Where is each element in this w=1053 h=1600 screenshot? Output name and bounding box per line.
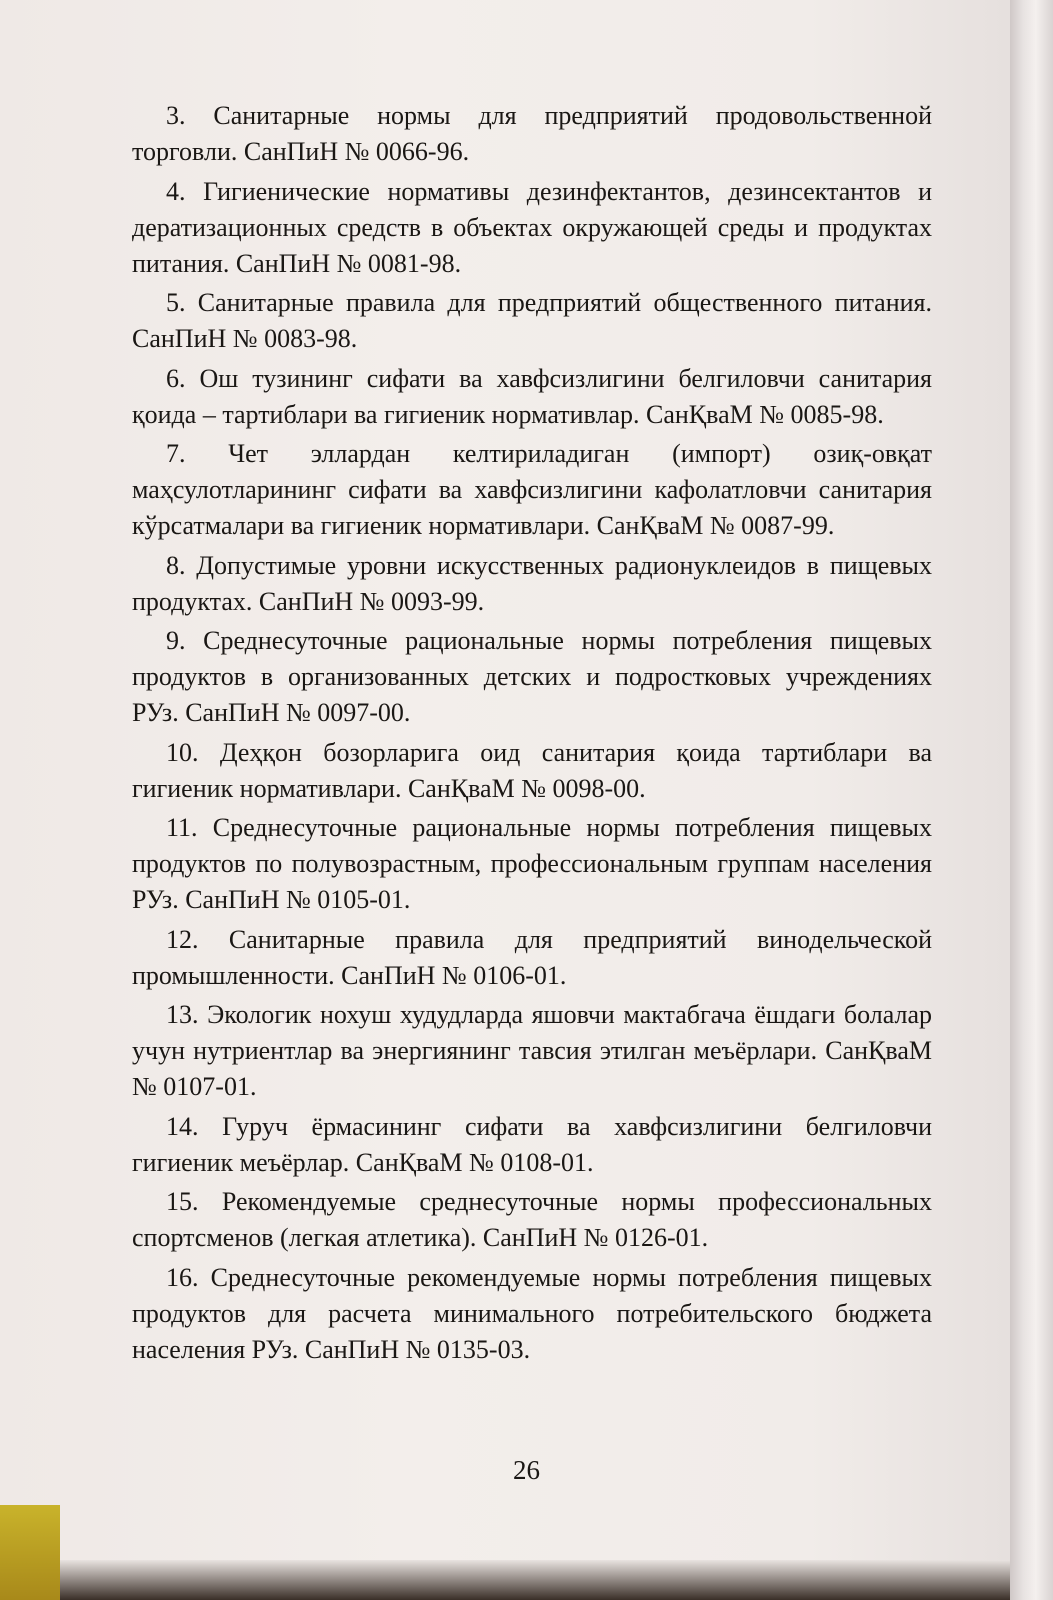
list-item-13: 13. Экологик нохуш худудларда яшовчи мактабгача ёшдаги болалар учун нутриентлар ва энергиянинг тавсия этилган меъёрлари. СанҚваМ № 0107-01. [132,1000,932,1101]
list-item-14: 14. Гуруч ёрмасининг сифати ва хавфсизлигини белгиловчи гигиеник меъёрлар. СанҚваМ № 0108-01. [132,1111,932,1177]
list-item-4: 4. Гигиенические нормативы дезинфектантов, дезинсектантов и дератизационных средств в объектах окружающей среды и продуктах питания. СанПиН № 0081-98. [132,176,932,278]
list-item-12: 12. Санитарные правила для предприятий винодельческой промышленности. СанПиН № 0106-01. [132,924,932,990]
next-page-edge [1010,0,1053,1600]
reference-list [132,98,932,1371]
background-corner [0,1505,60,1600]
list-item-7: 7. Чет эллардан келтириладиган (импорт) озиқ-овқат маҳсулотларининг сифати ва хавфсизлигини кафолатловчи санитария кўрсатмалари ва гигиеник нормативлари. СанҚваМ № 0087-99. [132,439,932,540]
page-number: 26 [513,1455,540,1485]
page-bottom-edge [60,1560,1010,1600]
list-item-15: 15. Рекомендуемые среднесуточные нормы профессиональных спортсменов (легкая атлетика). СанПиН № 0126-01. [132,1187,932,1252]
list-item-3: 3. Санитарные нормы для предприятий продовольственной торговли. СанПиН № 0066-96. [132,101,932,166]
list-item-5: 5. Санитарные правила для предприятий общественного питания. СанПиН № 0083-98. [132,288,932,353]
list-item-16: 16. Среднесуточные рекомендуемые нормы потребления пищевых продуктов для расчета минимального потребительского бюджета населения РУз. СанПиН № 0135-03. [132,1262,932,1364]
list-item-9: 9. Среднесуточные рациональные нормы потребления пищевых продуктов в организованных детских и подростковых учреждениях РУз. СанПиН № 0097-00. [132,626,932,727]
list-item-6: 6. Ош тузининг сифати ва хавфсизлигини белгиловчи санитария қоида – тартиблари ва гигиеник нормативлар. СанҚваМ № 0085-98. [132,363,932,429]
list-item-8: 8. Допустимые уровни искусственных радионуклеидов в пищевых продуктах. СанПиН № 0093-99. [132,550,932,616]
list-item-10: 10. Деҳқон бозорларига оид санитария қоида тартиблари ва гигиеник нормативлари. СанҚваМ № 0098-00. [132,737,932,803]
list-item-11: 11. Среднесуточные рациональные нормы потребления пищевых продуктов по полувозрастным, профессиональным группам населения РУз. СанПиН № 0105-01. [132,813,932,914]
